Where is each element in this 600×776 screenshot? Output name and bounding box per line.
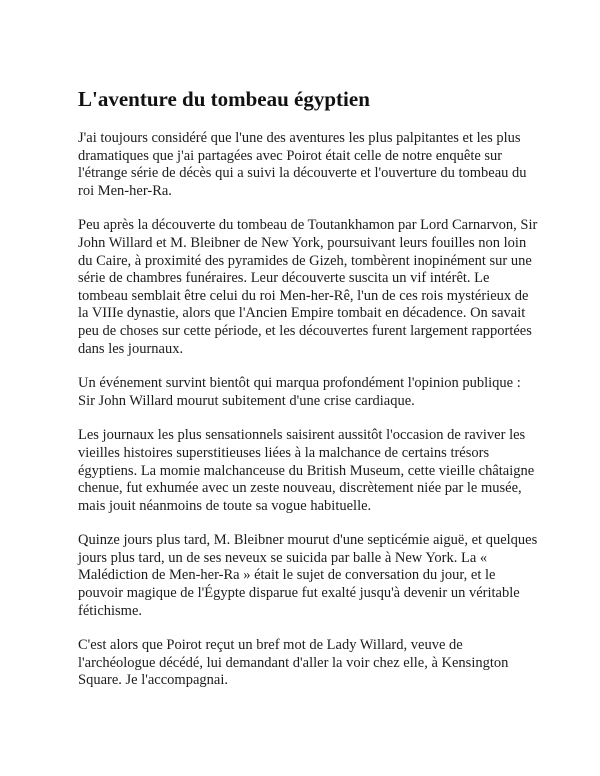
document-title: L'aventure du tombeau égyptien bbox=[78, 87, 370, 111]
document-page bbox=[78, 86, 538, 707]
paragraph-5: Quinze jours plus tard, M. Bleibner mourut d'une septicémie aiguë, et quelques jours plus tard, un de ses neveux se suicida par balle à New York. La « Malédiction de Men-her-Ra » était le sujet de conversation du jour, et le pouvoir magique de l'Égypte disparue fut exalté jusqu'à devenir un véritable fétichisme. bbox=[78, 532, 538, 619]
paragraph-4: Les journaux les plus sensationnels saisirent aussitôt l'occasion de raviver les vieilles histoires superstitieuses liées à la malchance de certains trésors égyptiens. La momie malchanceuse du British Museum, cette vieille châtaigne chenue, fut exhumée avec un zeste nouveau, discrètement niée par le musée, mais jouit néanmoins de toute sa vogue habituelle. bbox=[78, 427, 535, 514]
paragraph-1: J'ai toujours considéré que l'une des aventures les plus palpitantes et les plus dramatiques que j'ai partagées avec Poirot était celle de notre enquête sur l'étrange série de décès qui a suivi la découverte et l'ouverture du tombeau du roi Men-her-Ra. bbox=[78, 130, 527, 199]
paragraph-6: C'est alors que Poirot reçut un bref mot de Lady Willard, veuve de l'archéologue décédé, lui demandant d'aller la voir chez elle, à Kensington Square. Je l'accompagnai. bbox=[78, 637, 509, 689]
paragraph-3: Un événement survint bientôt qui marqua profondément l'opinion publique : Sir John Willard mourut subitement d'une crise cardiaque. bbox=[78, 375, 521, 409]
paragraph-2: Peu après la découverte du tombeau de Toutankhamon par Lord Carnarvon, Sir John Willard et M. Bleibner de New York, poursuivant leurs fouilles non loin du Caire, à proximité des pyramides de Gizeh, tombèrent inopinément sur une série de chambres funéraires. Leur découverte suscita un vif intérêt. Le tombeau semblait être celui du roi Men-her-Rê, l'un de ces rois mystérieux de la VIIIe dynastie, alors que l'Ancien Empire tombait en décadence. On savait peu de choses sur cette période, et les découvertes furent largement rapportées dans les journaux. bbox=[78, 217, 538, 357]
